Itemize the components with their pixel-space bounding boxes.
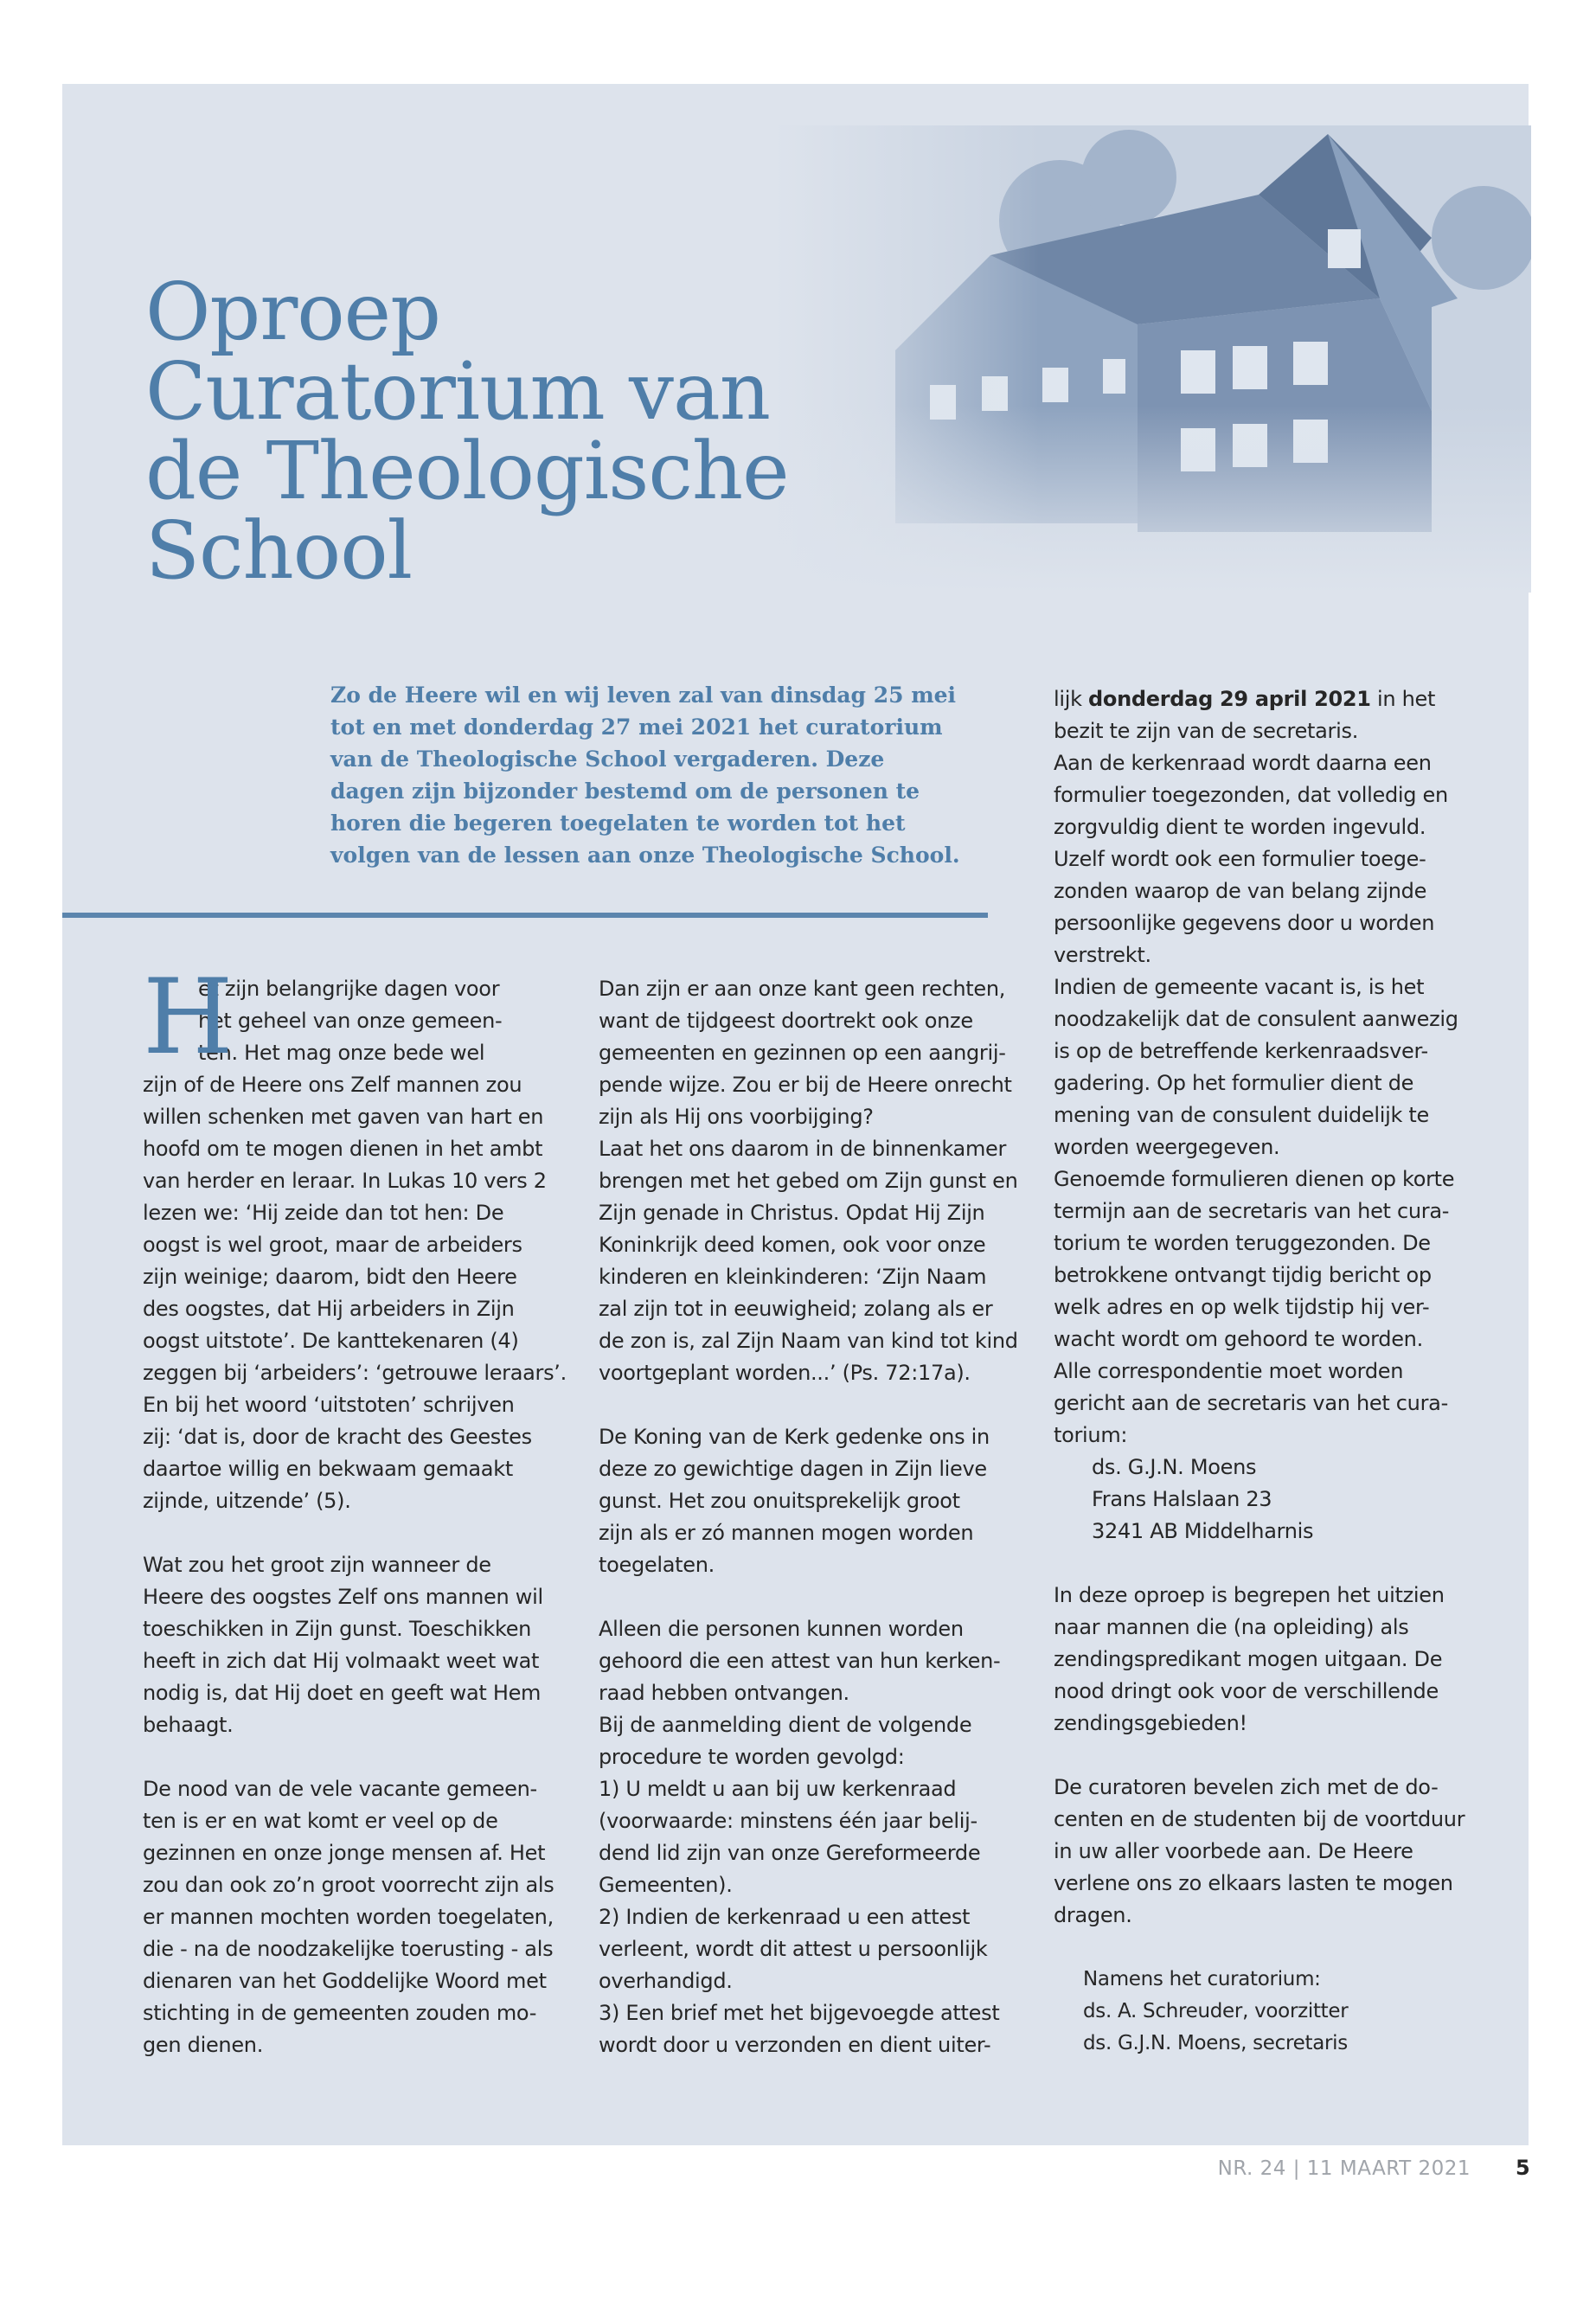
text-line: Heere des oogstes Zelf ons mannen wil [143,1585,543,1609]
text-line: gericht aan de secretaris van het cura- [1054,1391,1448,1415]
secretary-address [1054,1452,1495,1548]
text-line: zorgvuldig dient te worden ingevuld. [1054,815,1426,839]
issue-info: NR. 24 | 11 MAART 2021 [1217,2157,1471,2180]
body-column-3 [1054,683,1495,2060]
body-column-2 [599,973,1040,2061]
text-line: Uzelf wordt ook een formulier toege- [1054,847,1426,871]
text-line: zeggen bij ‘arbeiders’: ‘getrouwe leraars’. [143,1361,567,1385]
section-divider [62,913,988,918]
text-line: van herder en leraar. In Lukas 10 vers 2 [143,1169,547,1193]
paragraph [599,1421,1040,1581]
text-line: die - na de noodzakelijke toerusting - als [143,1937,554,1961]
text-line: Alle correspondentie moet worden [1054,1359,1404,1383]
text-line: daartoe willig en bekwaam gemaakt [143,1457,513,1481]
text-line: bezit te zijn van de secretaris. [1054,719,1359,743]
paragraph [1054,1580,1495,1740]
text-line: zendingsgebieden! [1054,1711,1247,1735]
deadline-date: donderdag 29 april 2021 [1088,687,1371,711]
drop-cap: H [143,958,234,1078]
text-line: wacht wordt om gehoord te worden. [1054,1327,1423,1351]
text-line: worden weergegeven. [1054,1135,1280,1159]
text-line: des oogstes, dat Hij arbeiders in Zijn [143,1297,515,1321]
text-line: er mannen mochten worden toegelaten, [143,1905,554,1929]
text-line: stichting in de gemeenten zouden mo- [143,2001,537,2025]
text-line: zendingspredikant mogen uitgaan. De [1054,1647,1443,1671]
paragraph [1054,715,1495,1452]
title-line: Oproep [145,266,441,358]
text-line: wordt door u verzonden en dient uiter- [599,2033,991,2057]
lead-line: dagen zijn bijzonder bestemd om de personen te [330,779,920,804]
text-line: zijn als er zó mannen mogen worden [599,1521,974,1545]
text-line: hoofd om te mogen dienen in het ambt [143,1137,543,1161]
text-line: toegelaten. [599,1553,715,1577]
text-run: in het [1370,687,1436,711]
text-line: Indien de gemeente vacant is, is het [1054,975,1425,999]
text-line: brengen met het gebed om Zijn gunst en [599,1169,1018,1193]
text-line: Gemeenten). [599,1873,733,1897]
text-line: Alleen die personen kunnen worden [599,1617,964,1641]
lead-paragraph [330,679,997,871]
text-line: zal zijn tot in eeuwigheid; zolang als er [599,1297,993,1321]
text-line: oogst is wel groot, maar de arbeiders [143,1233,522,1257]
text-line: ten is er en wat komt er veel op de [143,1809,498,1833]
text-line: Koninkrijk deed komen, ook voor onze [599,1233,986,1257]
lead-line: horen die begeren toegelaten te worden tot het [330,811,906,836]
text-line: raad hebben ontvangen. [599,1681,849,1705]
text-line: overhandigd. [599,1969,733,1993]
paragraph [599,1613,1040,2061]
text-line: mening van de consulent duidelijk te [1054,1103,1429,1127]
text-line: verleent, wordt dit attest u persoonlijk [599,1937,988,1961]
text-line: zonden waarop de van belang zijnde [1054,879,1427,903]
text-line: verstrekt. [1054,943,1151,967]
text-line: welk adres en op welk tijdstip hij ver- [1054,1295,1430,1319]
text-line: kinderen en kleinkinderen: ‘Zijn Naam [599,1265,987,1289]
paragraph [599,973,1040,1389]
text-line: ds. G.J.N. Moens [1092,1455,1257,1479]
lead-line: tot en met donderdag 27 mei 2021 het curatorium [330,715,943,740]
text-line: En bij het woord ‘uitstoten’ schrijven [143,1393,515,1417]
text-line: gemeenten en gezinnen op een aangrij- [599,1041,1006,1065]
text-line: gen dienen. [143,2033,264,2057]
text-line: termijn aan de secretaris van het cura- [1054,1199,1450,1223]
text-line: formulier toegezonden, dat volledig en [1054,783,1448,807]
text-line: zijn of de Heere ons Zelf mannen zou [143,1073,522,1097]
paragraph [143,1549,584,1741]
text-line: In deze oproep is begrepen het uitzien [1054,1583,1445,1607]
text-line: naar mannen die (na opleiding) als [1054,1615,1409,1639]
text-line: betrokkene ontvangt tijdig bericht op [1054,1263,1432,1287]
title-line: School [145,504,413,597]
text-line: ten. Het mag onze bede wel [198,1041,485,1065]
text-line: noodzakelijk dat de consulent aanwezig [1054,1007,1458,1031]
text-line: nodig is, dat Hij doet en geeft wat Hem [143,1681,542,1705]
text-line: 3241 AB Middelharnis [1092,1519,1314,1543]
text-line: 1) U meldt u aan bij uw kerkenraad [599,1777,957,1801]
text-line: de zon is, zal Zijn Naam van kind tot kind [599,1329,1018,1353]
text-line: Bij de aanmelding dient de volgende [599,1713,972,1737]
article-title [145,266,889,597]
lead-line: volgen van de lessen aan onze Theologische School. [330,843,960,868]
text-line: Dan zijn er aan onze kant geen rechten, [599,977,1006,1001]
title-line: de Theologische [145,425,789,517]
lead-line: Zo de Heere wil en wij leven zal van dinsdag 25 mei [330,683,957,708]
text-line: is op de betreffende kerkenraadsver- [1054,1039,1428,1063]
title-line: Curatorium van [145,345,771,438]
text-line: het geheel van onze gemeen- [198,1009,503,1033]
text-line: zou dan ook zo’n groot voorrecht zijn als [143,1873,554,1897]
text-line [1054,683,1495,715]
text-line: De curatoren bevelen zich met de do- [1054,1775,1439,1799]
body-column-1 [143,958,584,2061]
lead-line: van de Theologische School vergaderen. Deze [330,747,885,772]
text-line: et zijn belangrijke dagen voor [198,977,500,1001]
text-line: torium te worden teruggezonden. De [1054,1231,1431,1255]
text-line: torium: [1054,1423,1128,1447]
text-line: De Koning van de Kerk gedenke ons in [599,1425,990,1449]
text-line: nood dringt ook voor de verschillende [1054,1679,1439,1703]
text-line: behaagt. [143,1713,234,1737]
text-line: want de tijdgeest doortrekt ook onze [599,1009,973,1033]
text-line: De nood van de vele vacante gemeen- [143,1777,537,1801]
text-line: in uw aller voorbede aan. De Heere [1054,1839,1413,1863]
text-line: (voorwaarde: minstens één jaar belij- [599,1809,977,1833]
text-run: lijk [1054,687,1089,711]
text-line: gezinnen en onze jonge mensen af. Het [143,1841,546,1865]
paragraph [143,1069,584,1517]
text-line: procedure te worden gevolgd: [599,1745,905,1769]
text-line: toeschikken in Zijn gunst. Toeschikken [143,1617,532,1641]
text-line: gunst. Het zou onuitsprekelijk groot [599,1489,960,1513]
text-line: persoonlijke gegevens door u worden [1054,911,1435,935]
text-line: dend lid zijn van onze Gereformeerde [599,1841,981,1865]
text-line: oogst uitstote’. De kanttekenaren (4) [143,1329,519,1353]
text-line: Frans Halslaan 23 [1092,1487,1272,1511]
page-number: 5 [1516,2156,1530,2180]
text-line: 2) Indien de kerkenraad u een attest [599,1905,971,1929]
text-line: dragen. [1054,1903,1132,1927]
text-line: willen schenken met gaven van hart en [143,1105,544,1129]
paragraph [1054,1772,1495,1932]
paragraph [143,1773,584,2061]
text-line: 3) Een brief met het bijgevoegde attest [599,2001,1000,2025]
text-line: gehoord die een attest van hun kerken- [599,1649,1001,1673]
text-line: Zijn genade in Christus. Opdat Hij Zijn [599,1201,985,1225]
text-line: centen en de studenten bij de voortduur [1054,1807,1465,1831]
text-line: gadering. Op het formulier dient de [1054,1071,1414,1095]
text-line: voortgeplant worden...’ (Ps. 72:17a). [599,1361,971,1385]
text-line: zijn als Hij ons voorbijging? [599,1105,874,1129]
text-line: heeft in zich dat Hij volmaakt weet wat [143,1649,540,1673]
text-line: dienaren van het Goddelijke Woord met [143,1969,547,1993]
text-line: Aan de kerkenraad wordt daarna een [1054,751,1432,775]
signature-block [1054,1964,1495,2060]
text-line: ds. A. Schreuder, voorzitter [1083,2000,1349,2022]
text-line: verlene ons zo elkaars lasten te mogen [1054,1871,1453,1895]
text-line: zijn weinige; daarom, bidt den Heere [143,1265,517,1289]
text-line: deze zo gewichtige dagen in Zijn lieve [599,1457,987,1481]
text-line: Genoemde formulieren dienen op korte [1054,1167,1455,1191]
text-line: zijnde, uitzende’ (5). [143,1489,351,1513]
text-line: ds. G.J.N. Moens, secretaris [1083,2032,1348,2054]
text-line: Wat zou het groot zijn wanneer de [143,1553,491,1577]
text-line: pende wijze. Zou er bij de Heere onrecht [599,1073,1012,1097]
text-line: Laat het ons daarom in de binnenkamer [599,1137,1007,1161]
text-line: zij: ‘dat is, door de kracht des Geestes [143,1425,532,1449]
text-line: Namens het curatorium: [1083,1968,1321,1990]
text-line: lezen we: ‘Hij zeide dan tot hen: De [143,1201,504,1225]
